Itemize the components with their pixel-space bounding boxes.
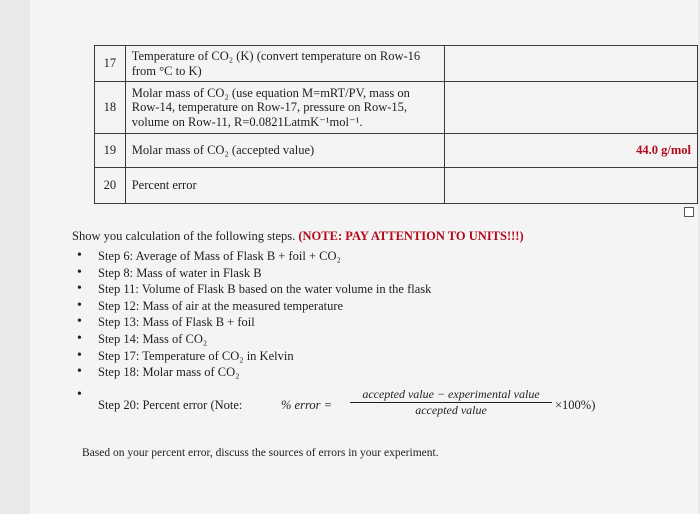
percent-error-fraction: [350, 387, 552, 418]
instructions-intro: Show you calculation of the following steps. (NOTE: PAY ATTENTION TO UNITS!!!): [72, 229, 524, 243]
row-number: 18: [95, 82, 126, 134]
table-row: [95, 46, 698, 82]
units-note: (NOTE: PAY ATTENTION TO UNITS!!!): [298, 229, 524, 243]
list-item: • Step 18: Molar mass of CO₂: [98, 364, 672, 381]
accepted-value: 44.0 g/mol: [636, 143, 691, 158]
row-number: 20: [95, 168, 126, 204]
data-table: [94, 45, 698, 204]
fraction-denominator: accepted value: [415, 402, 487, 417]
list-item: • Step 6: Average of Mass of Flask B + foil + CO₂: [98, 248, 672, 265]
table-resize-handle[interactable]: [684, 207, 694, 217]
list-item: • Step 17: Temperature of CO₂ in Kelvin: [98, 348, 672, 365]
table-row: [95, 82, 698, 134]
formula-variable: % error =: [281, 397, 333, 412]
percent-error-step: [98, 387, 672, 421]
row-value-cell[interactable]: [445, 168, 698, 204]
row-number: 19: [95, 134, 126, 168]
list-item: • Step 14: Mass of CO₂: [98, 331, 672, 348]
list-item: • Step 13: Mass of Flask B + foil: [98, 314, 672, 331]
table-row: [95, 168, 698, 204]
fraction-numerator: accepted value − experimental value: [350, 387, 552, 403]
row-value-cell[interactable]: [445, 134, 698, 168]
list-item: • Step 8: Mass of water in Flask B: [98, 265, 672, 282]
row-description: Temperature of CO₂ (K) (convert temperature on Row-16 from °C to K): [125, 46, 444, 82]
row-description: Molar mass of CO₂ (accepted value): [125, 134, 444, 168]
discussion-prompt: Based on your percent error, discuss the sources of errors in your experiment.: [82, 447, 439, 459]
table-row: [95, 134, 698, 168]
formula-tail: ×100%): [555, 397, 596, 412]
row-description: Molar mass of CO₂ (use equation M=mRT/PV, mass on Row-14, temperature on Row-17, pressure on Row-15, volume on Row-11, R=0.0821LatmK⁻¹mol⁻¹.: [125, 82, 444, 134]
row-value-cell[interactable]: [445, 46, 698, 82]
row-description: Percent error: [125, 168, 444, 204]
step-list: [72, 248, 672, 421]
row-value-cell[interactable]: [445, 82, 698, 134]
list-item: • Step 12: Mass of air at the measured temperature: [98, 298, 672, 315]
instructions-section: [72, 229, 672, 421]
formula-label: • Step 20: Percent error (Note:: [98, 397, 243, 412]
list-item: • Step 11: Volume of Flask B based on the water volume in the flask: [98, 281, 672, 298]
row-number: 17: [95, 46, 126, 82]
